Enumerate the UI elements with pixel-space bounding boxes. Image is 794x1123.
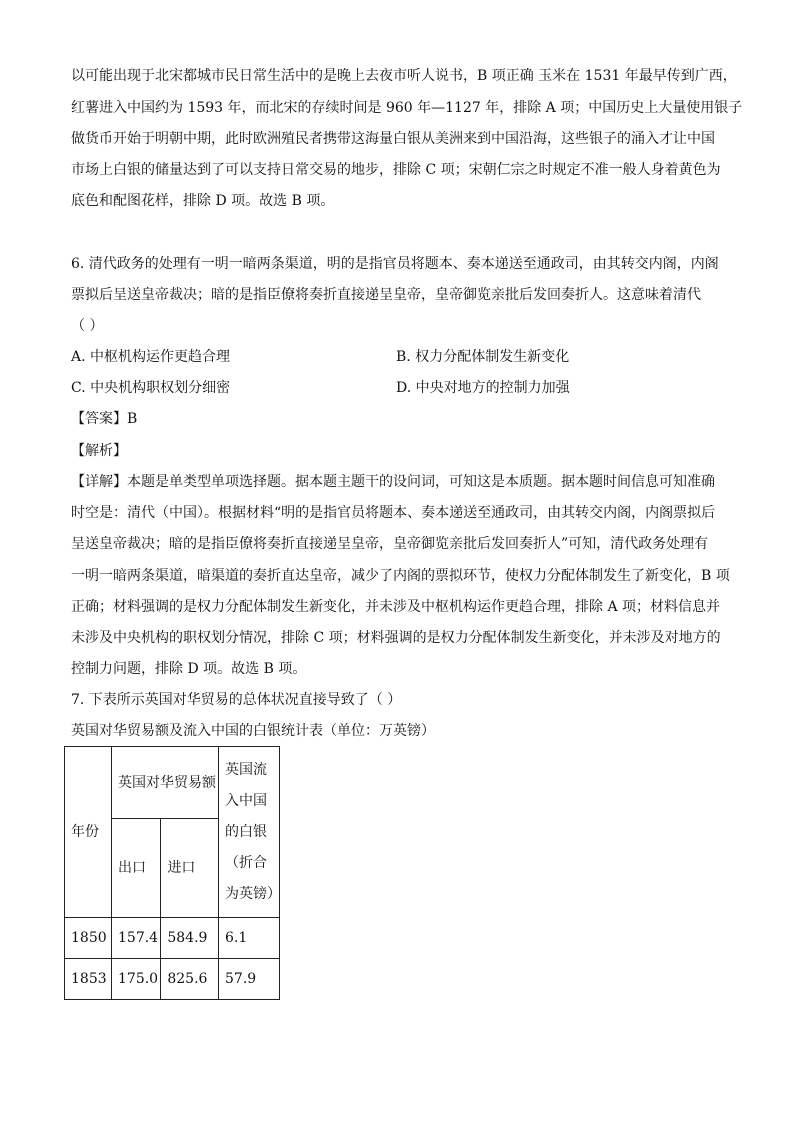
q6-answer-label: 【答案】B [71,411,138,427]
import-header-cell: 进口 [161,819,219,918]
import-cell: 584.9 [161,918,219,959]
table-row [65,959,280,1000]
export-header-cell: 出口 [112,819,161,918]
year-cell: 1850 [65,918,112,959]
trade-header-cell: 英国对华贸易额 [112,747,219,819]
q6-stem-line-1: 6. 清代政务的处理有一明一暗两条渠道，明的是指官员将题本、奏本递送至通政司，由其转交内阁，内阁 [71,256,719,272]
q7-stem: 7. 下表所示英国对华贸易的总体状况直接导致了（ ） [71,692,402,708]
q6-detail-line-1: 【详解】本题是单类型单项选择题。据本题主题干的设问词，可知这是本质题。据本题时间信息可知准确 [71,474,715,490]
import-cell: 825.6 [161,959,219,1000]
q6-answer-bracket: （ ） [71,318,104,334]
q6-option-b: B. 权力分配体制发生新变化 [396,349,570,365]
q6-detail-line-7: 控制力问题，排除 D 项。故选 B 项。 [71,661,307,677]
year-cell: 1853 [65,959,112,1000]
table-row [65,918,280,959]
q6-detail-line-4: 一明一暗两条渠道，暗渠道的奏折直达皇帝，减少了内阁的票拟环节，使权力分配体制发生了新变化，B 项 [71,568,730,584]
q6-detail-line-6: 未涉及中央机构的职权划分情况，排除 C 项；材料强调的是权力分配体制发生新变化，并未涉及对地方的 [71,630,721,646]
q6-option-c: C. 中央机构职权划分细密 [71,380,231,396]
q6-analysis-label: 【解析】 [71,443,127,459]
q6-option-a: A. 中枢机构运作更趋合理 [71,349,231,365]
silver-cell: 6.1 [219,918,280,959]
export-cell: 175.0 [112,959,161,1000]
prev-explanation-line-4: 市场上白银的储量达到了可以支持日常交易的地步，排除 C 项；宋朝仁宗之时规定不准一般人身着黄色为 [71,162,721,178]
silver-header-cell: 英国流入中国的白银（折合为英镑） [219,747,280,918]
q6-stem-line-2: 票拟后呈送皇帝裁决；暗的是指臣僚将奏折直接递呈皇帝，皇帝御览亲批后发回奏折人。这意味着清代 [71,287,701,303]
year-header-cell: 年份 [65,747,112,918]
q7-table-title: 英国对华贸易额及流入中国的白银统计表（单位：万英镑） [71,723,435,739]
prev-explanation-line-1: 以可能出现于北宋都城市民日常生活中的是晚上去夜市听人说书，B 项正确 玉米在 1531 年最早传到广西， [71,68,737,84]
q6-detail-line-3: 呈送皇帝裁决；暗的是指臣僚将奏折直接递呈皇帝，皇帝御览亲批后发回奏折人”可知，清代政务处理有 [71,536,709,552]
q6-detail-line-5: 正确；材料强调的是权力分配体制发生新变化，并未涉及中枢机构运作更趋合理，排除 A 项；材料信息并 [71,599,721,615]
export-cell: 157.4 [112,918,161,959]
prev-explanation-line-2: 红薯进入中国约为 1593 年，而北宋的存续时间是 960 年—1127 年，排除 A 项；中国历史上大量使用银子 [71,100,743,116]
prev-explanation-line-5: 底色和配图花样，排除 D 项。故选 B 项。 [71,193,335,209]
trade-silver-table [64,746,280,1000]
table-header-row [65,747,280,819]
q6-option-d: D. 中央对地方的控制力加强 [396,380,570,396]
prev-explanation-line-3: 做货币开始于明朝中期，此时欧洲殖民者携带这海量白银从美洲来到中国沿海，这些银子的涌入才让中国 [71,131,715,147]
q6-detail-line-2: 时空是：清代（中国）。根据材料“明的是指官员将题本、奏本递送至通政司，由其转交内阁，内阁票拟后 [71,505,716,521]
silver-cell: 57.9 [219,959,280,1000]
